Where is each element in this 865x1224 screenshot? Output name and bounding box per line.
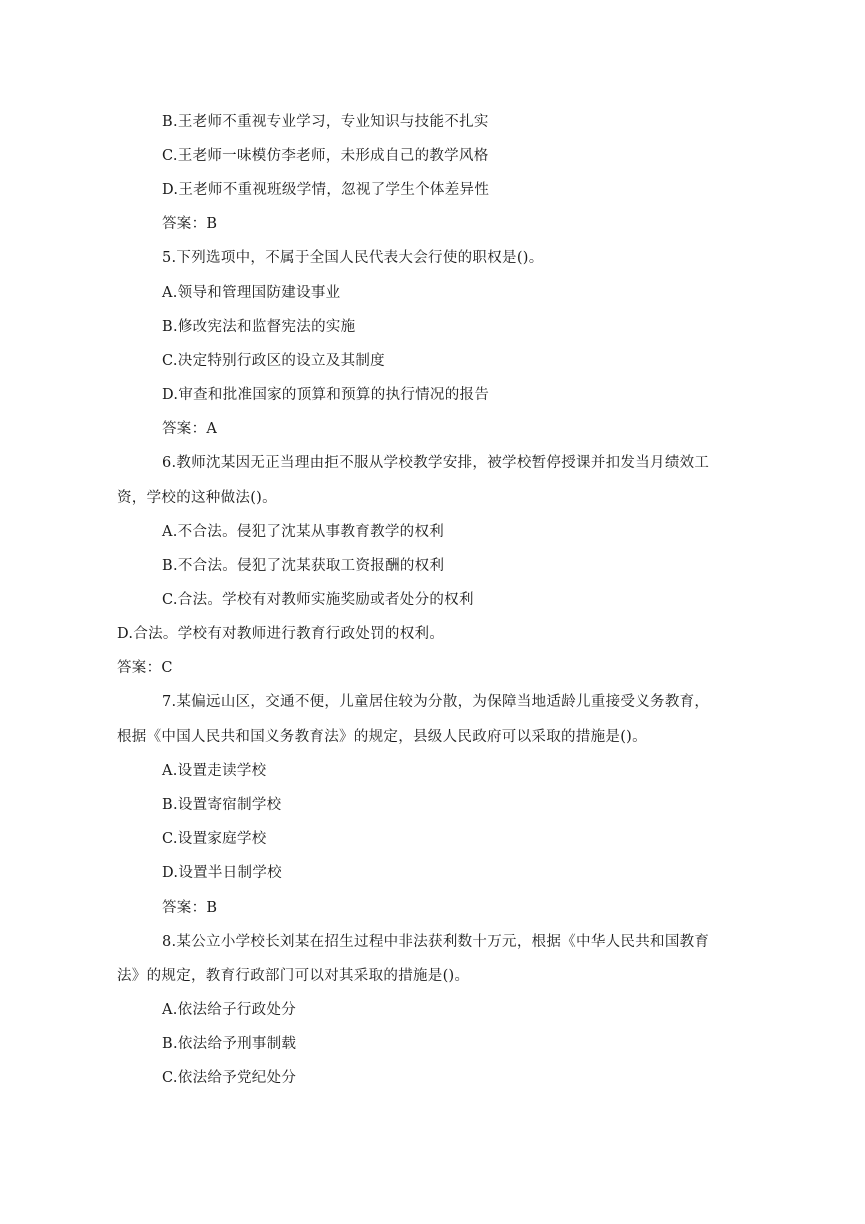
question-line: 5.下列选项中，不属于全国人民代表大会行使的职权是()。 [162, 250, 544, 266]
option-line: D.设置半日制学校 [162, 865, 282, 881]
option-line: A.设置走读学校 [162, 763, 267, 779]
option-line: C.合法。学校有对教师实施奖励或者处分的权利 [162, 592, 474, 608]
option-line: B.设置寄宿制学校 [162, 797, 282, 813]
question-line: 资，学校的这种做法()。 [117, 490, 277, 506]
option-line: A.领导和管理国防建设事业 [162, 285, 341, 301]
question-line: 法》的规定，教育行政部门可以对其采取的措施是()。 [117, 968, 470, 984]
option-line: D.审查和批准国家的顶算和预算的执行情况的报告 [162, 387, 490, 403]
option-line: A.不合法。侵犯了沈某从事教育教学的权利 [162, 524, 445, 540]
option-line: B.修改宪法和监督宪法的实施 [162, 319, 356, 335]
answer-line: 答案：C [117, 660, 173, 676]
answer-line: 答案：B [162, 900, 218, 916]
question-line: 根据《中国人民共和国义务教育法》的规定，县级人民政府可以采取的措施是()。 [117, 729, 647, 745]
option-line: A.依法给子行政处分 [162, 1002, 297, 1018]
option-line: C.依法给予党纪处分 [162, 1070, 297, 1086]
option-line: D.合法。学校有对教师进行教育行政处罚的权利。 [117, 626, 445, 642]
option-line: B.王老师不重视专业学习，专业知识与技能不扎实 [162, 114, 489, 130]
question-line: 8.某公立小学校长刘某在招生过程中非法获利数十万元，根据《中华人民共和国教育 [162, 934, 710, 950]
option-line: B.依法给予刑事制载 [162, 1036, 297, 1052]
question-line: 7.某偏远山区，交通不便，儿童居住较为分散，为保障当地适龄儿重接受义务教育， [162, 694, 710, 710]
option-line: C.王老师一味模仿李老师，未形成自己的教学风格 [162, 148, 489, 164]
option-line: D.王老师不重视班级学情，忽视了学生个体差异性 [162, 182, 490, 198]
option-line: C.设置家庭学校 [162, 831, 267, 847]
question-line: 6.教师沈某因无正当理由拒不服从学校教学安排，被学校暂停授课并扣发当月绩效工 [162, 455, 710, 471]
option-line: B.不合法。侵犯了沈某获取工资报酬的权利 [162, 558, 445, 574]
answer-line: 答案：B [162, 216, 218, 232]
answer-line: 答案：A [162, 421, 218, 437]
option-line: C.决定特别行政区的设立及其制度 [162, 353, 385, 369]
